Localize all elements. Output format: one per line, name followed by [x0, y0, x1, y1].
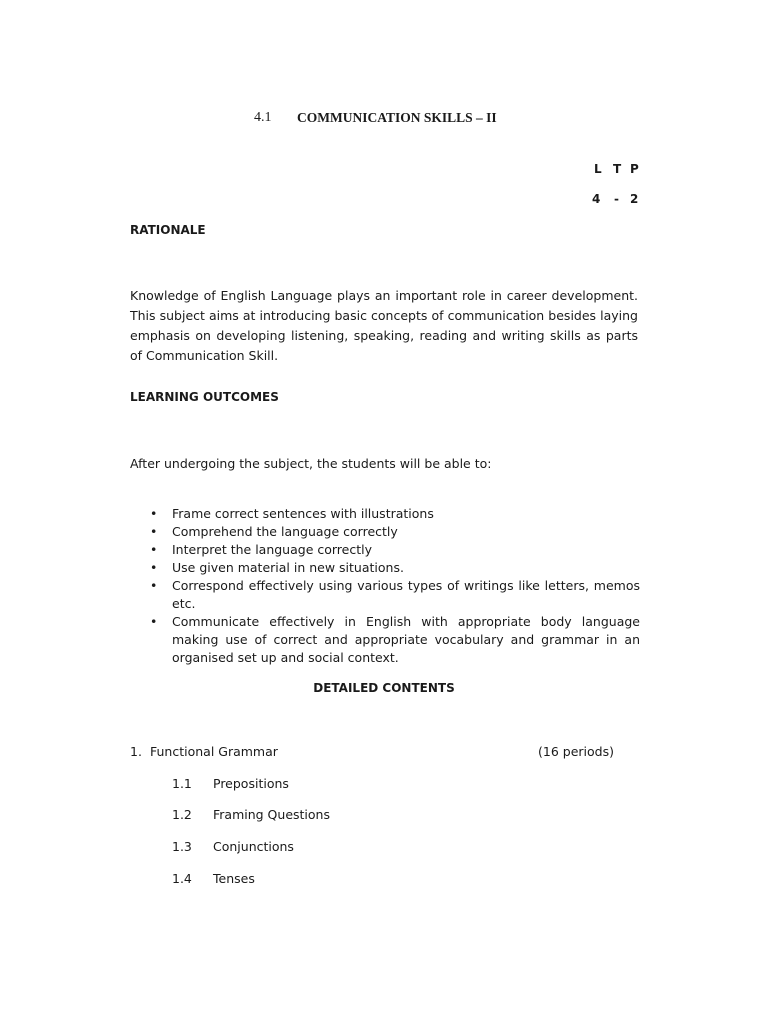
list-item — [150, 505, 640, 523]
outcome-text: Comprehend the language correctly — [172, 524, 398, 539]
unit-periods: (16 periods) — [538, 744, 614, 759]
outcome-text: Use given material in new situations. — [172, 560, 404, 575]
subitem-number: 1.4 — [172, 871, 192, 886]
unit-label: 1. — [130, 744, 142, 759]
ltp-value-l: 4 — [592, 192, 601, 206]
subitem-number: 1.1 — [172, 776, 192, 791]
rationale-text: Knowledge of English Language plays an important role in career development. This subject aims at introducing basic concepts of communication besides laying emphasis on developing listening, speaking, reading and writing skills as parts of Communication Skill. — [130, 288, 638, 363]
list-item — [150, 613, 640, 667]
bullet-icon: • — [150, 578, 158, 593]
ltp-label-t: T — [613, 162, 622, 176]
subitem-number: 1.3 — [172, 839, 192, 854]
bullet-icon: • — [150, 506, 158, 521]
ltp-value-p: 2 — [630, 192, 639, 206]
outcome-text: Correspond effectively using various types of writings like letters, memos etc. — [172, 578, 640, 611]
outcome-text: Communicate effectively in English with appropriate body language making use of correct and appropriate vocabulary and grammar in an organised set up and social context. — [172, 614, 640, 665]
learning-outcomes-intro: After undergoing the subject, the students will be able to: — [130, 456, 492, 471]
ltp-label-l: L — [594, 162, 602, 176]
learning-outcomes-list — [150, 505, 640, 667]
list-item — [150, 559, 640, 577]
bullet-icon: • — [150, 542, 158, 557]
outcome-text: Interpret the language correctly — [172, 542, 372, 557]
outcome-text: Frame correct sentences with illustrations — [172, 506, 434, 521]
subitem-text: Prepositions — [213, 776, 289, 791]
list-item — [150, 577, 640, 613]
section-number: 4.1 — [254, 110, 272, 125]
bullet-icon: • — [150, 614, 158, 629]
bullet-icon: • — [150, 560, 158, 575]
bullet-icon: • — [150, 524, 158, 539]
ltp-value-t: - — [614, 192, 619, 206]
unit-title: Functional Grammar — [150, 744, 278, 759]
detailed-contents-heading: DETAILED CONTENTS — [313, 681, 455, 695]
subitem-text: Framing Questions — [213, 807, 330, 822]
subitem-number: 1.2 — [172, 807, 192, 822]
list-item — [150, 523, 640, 541]
page-title: COMMUNICATION SKILLS – II — [297, 110, 497, 125]
learning-outcomes-heading: LEARNING OUTCOMES — [130, 390, 279, 404]
list-item — [150, 541, 640, 559]
subitem-text: Conjunctions — [213, 839, 294, 854]
rationale-heading: RATIONALE — [130, 223, 206, 237]
subitem-text: Tenses — [213, 871, 255, 886]
ltp-label-p: P — [630, 162, 639, 176]
